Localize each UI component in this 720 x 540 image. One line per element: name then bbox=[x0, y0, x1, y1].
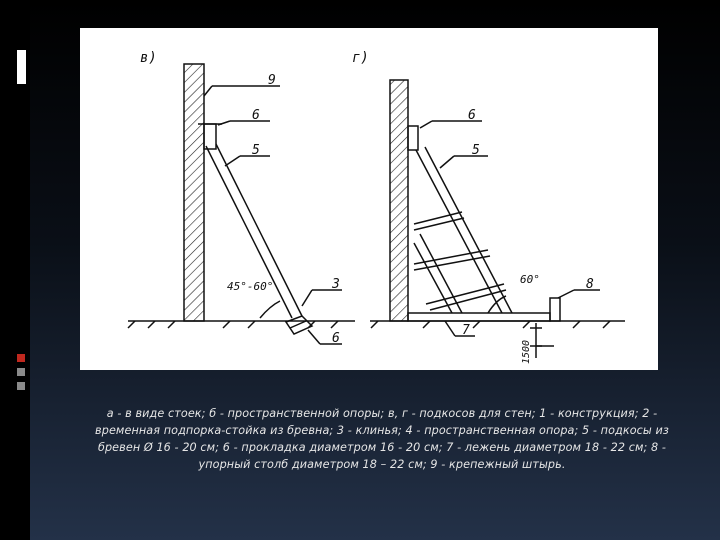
dimension-label: 1500 bbox=[521, 339, 532, 364]
panel-label-g: г) bbox=[352, 50, 369, 66]
post-8 bbox=[550, 298, 560, 321]
diagram-v bbox=[128, 64, 355, 344]
callout-5: 5 bbox=[472, 143, 480, 158]
angle-label-left: 45°-60° bbox=[227, 280, 274, 293]
diagram-g bbox=[370, 80, 625, 358]
technical-figure bbox=[80, 28, 658, 370]
angle-label-right: 60° bbox=[520, 273, 540, 286]
panel-label-v: в) bbox=[140, 50, 157, 66]
pad-6 bbox=[204, 124, 216, 149]
callout-6-base: 6 bbox=[332, 331, 340, 346]
callout-6: 6 bbox=[252, 108, 260, 123]
decorative-dot-gray bbox=[17, 382, 25, 390]
wall bbox=[390, 80, 408, 321]
decorative-dot-red bbox=[17, 354, 25, 362]
callout-7: 7 bbox=[462, 323, 470, 338]
wedges-3 bbox=[286, 316, 312, 334]
callout-8: 8 bbox=[586, 277, 594, 292]
sill-7 bbox=[408, 313, 550, 321]
figure-caption: а - в виде стоек; б - пространственной опоры; в, г - подкосов для стен; 1 - конструкция; 2 - временная подпорка-стойка из бревна; 3 - клинья; 4 - пространственная опора; 5 - подкосы из бревен Ø 16 - 20 см; 6 - прокладка диаметром 16 - 20 см; 7 - лежень диаметром 18 - 22 см; 8 - упорный столб диаметром 18 – 22 см; 9 - крепежный штырь. bbox=[95, 407, 669, 471]
callout-3: 3 bbox=[332, 277, 340, 292]
decorative-bar bbox=[17, 50, 26, 84]
angle-arc bbox=[260, 301, 280, 318]
wall bbox=[184, 64, 204, 321]
pad-6 bbox=[408, 126, 418, 150]
callout-9: 9 bbox=[268, 73, 276, 88]
decorative-dot-gray bbox=[17, 368, 25, 376]
callout-6: 6 bbox=[468, 108, 476, 123]
bracing-diagram bbox=[80, 28, 658, 370]
callout-5: 5 bbox=[252, 143, 260, 158]
